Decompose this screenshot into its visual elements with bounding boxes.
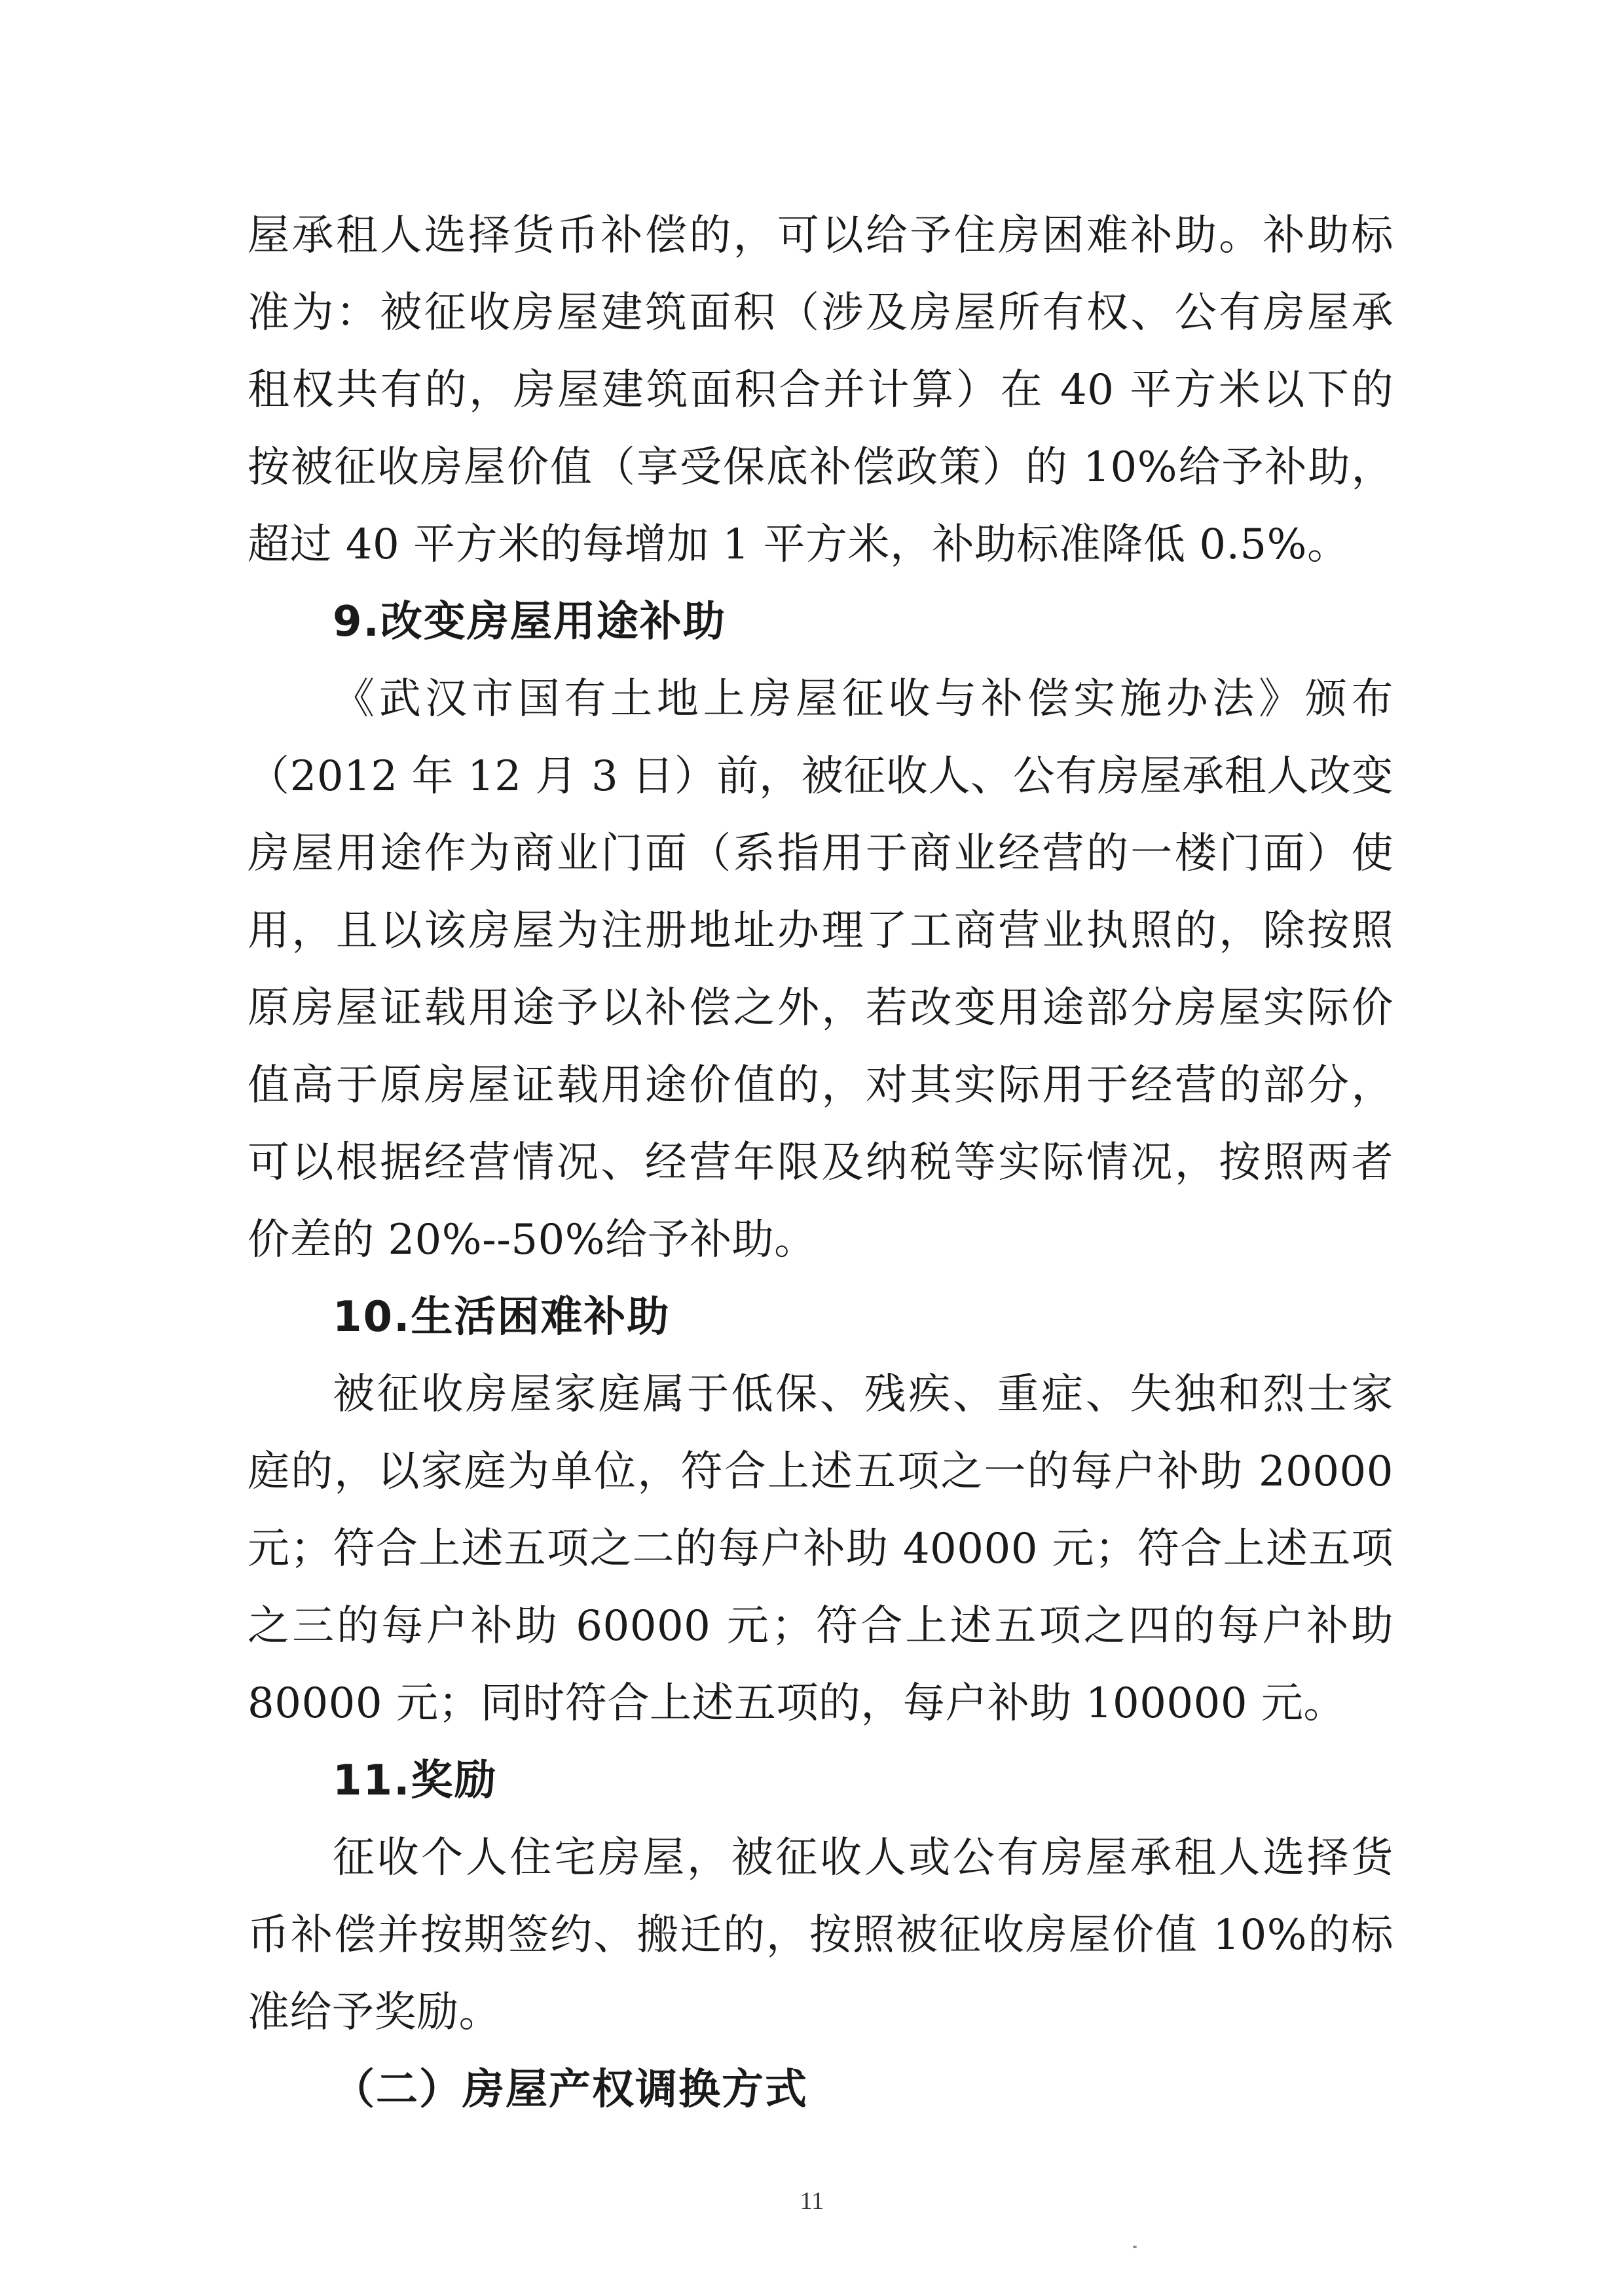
paragraph-line: 租权共有的，房屋建筑面积合并计算）在 40 平方米以下的 xyxy=(248,366,1393,414)
paragraph-line: 值高于原房屋证载用途价值的，对其实际用于经营的部分， xyxy=(248,1061,1393,1110)
paragraph-line: （2012 年 12 月 3 日）前，被征收人、公有房屋承租人改变 xyxy=(248,752,1393,801)
paragraph-line: 元；符合上述五项之二的每户补助 40000 元；符合上述五项 xyxy=(248,1525,1393,1573)
paragraph-line: 庭的，以家庭为单位，符合上述五项之一的每户补助 20000 xyxy=(248,1448,1393,1496)
paragraph-line: 《武汉市国有土地上房屋征收与补偿实施办法》颁布 xyxy=(333,675,1393,723)
page-number: 11 xyxy=(800,2187,824,2215)
section-heading-9: 9.改变房屋用途补助 xyxy=(333,598,726,646)
section-heading-10: 10.生活困难补助 xyxy=(333,1293,671,1341)
paragraph-line: 准为：被征收房屋建筑面积（涉及房屋所有权、公有房屋承 xyxy=(248,289,1393,337)
paragraph-line: 价差的 20%--50%给予补助。 xyxy=(248,1216,817,1264)
paragraph-line: 房屋用途作为商业门面（系指用于商业经营的一楼门面）使 xyxy=(248,829,1393,878)
paragraph-line: 原房屋证载用途予以补偿之外，若改变用途部分房屋实际价 xyxy=(248,984,1393,1032)
paragraph-line: 币补偿并按期签约、搬迁的，按照被征收房屋价值 10%的标 xyxy=(248,1911,1393,1959)
paragraph-line: 超过 40 平方米的每增加 1 平方米，补助标准降低 0.5%。 xyxy=(248,520,1350,569)
paragraph-line: 屋承租人选择货币补偿的，可以给予住房困难补助。补助标 xyxy=(248,211,1393,260)
section-heading-b: （二）房屋产权调换方式 xyxy=(333,2066,808,2114)
scan-speck xyxy=(1133,2246,1137,2248)
paragraph-line: 按被征收房屋价值（享受保底补偿政策）的 10%给予补助， xyxy=(248,443,1393,492)
paragraph-line: 之三的每户补助 60000 元；符合上述五项之四的每户补助 xyxy=(248,1602,1393,1650)
paragraph-line: 可以根据经营情况、经营年限及纳税等实际情况，按照两者 xyxy=(248,1139,1393,1187)
paragraph-line: 征收个人住宅房屋，被征收人或公有房屋承租人选择货 xyxy=(333,1834,1393,1882)
section-heading-11: 11.奖励 xyxy=(333,1757,498,1805)
paragraph-line: 80000 元；同时符合上述五项的，每户补助 100000 元。 xyxy=(248,1679,1346,1728)
paragraph-line: 准给予奖励。 xyxy=(248,1988,501,2037)
paragraph-line: 被征收房屋家庭属于低保、残疾、重症、失独和烈士家 xyxy=(333,1370,1393,1419)
paragraph-line: 用，且以该房屋为注册地址办理了工商营业执照的，除按照 xyxy=(248,907,1393,955)
